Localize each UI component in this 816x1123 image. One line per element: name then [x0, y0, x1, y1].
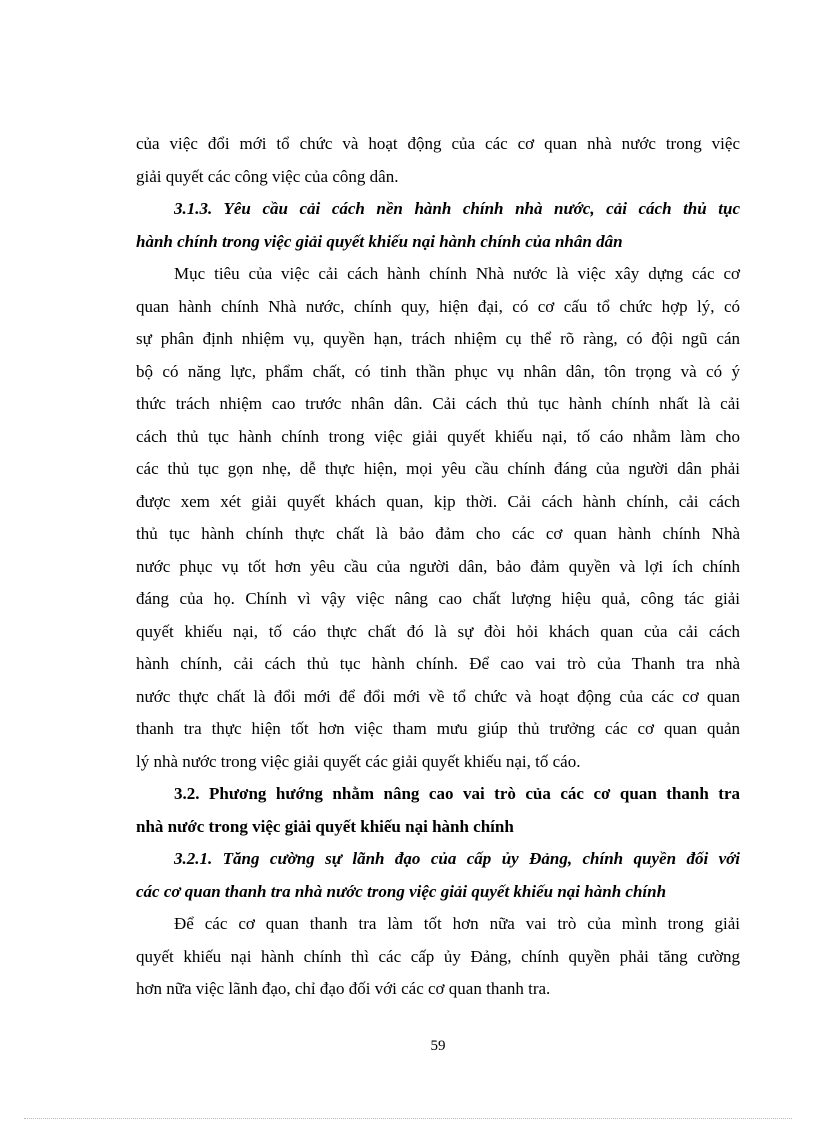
text-line: nước thực chất là đổi mới để đổi mới về tổ chức và hoạt động của các cơ quan	[136, 686, 740, 706]
text-line: giải quyết các công việc của công dân.	[136, 166, 399, 186]
text-line: hơn nữa việc lãnh đạo, chỉ đạo đối với các cơ quan thanh tra.	[136, 979, 551, 998]
section-heading-line: 3.2. Phương hướng nhằm nâng cao vai trò của các cơ quan thanh tra	[174, 784, 740, 803]
text-line: thức trách nhiệm cao trước nhân dân. Cải cách thủ tục hành chính nhất là cải	[136, 394, 740, 413]
text-line: các thủ tục gọn nhẹ, dễ thực hiện, mọi yêu cầu chính đáng của người dân phải	[136, 459, 740, 478]
text-line: nước phục vụ tốt hơn yêu cầu của người dân, bảo đảm quyền và lợi ích chính	[136, 556, 740, 576]
text-line: bộ có năng lực, phẩm chất, có tinh thần phục vụ nhân dân, tôn trọng và có ý	[136, 361, 740, 381]
subsection-heading-line: các cơ quan thanh tra nhà nước trong việc giải quyết khiếu nại hành chính	[136, 881, 667, 901]
text-line: sự phân định nhiệm vụ, quyền hạn, trách nhiệm cụ thể rõ ràng, có đội ngũ cán	[136, 329, 740, 348]
text-line: quyết khiếu nại hành chính thì các cấp ủy Đảng, chính quyền phải tăng cường	[136, 946, 740, 966]
text-line: quyết khiếu nại, tố cáo thực chất đó là sự đòi hỏi khách quan của cải cách	[136, 621, 740, 641]
subsection-heading-line: 3.1.3. Yêu cầu cải cách nền hành chính nhà nước, cải cách thủ tục	[174, 199, 740, 218]
text-line: Mục tiêu của việc cải cách hành chính Nhà nước là việc xây dựng các cơ	[174, 264, 740, 283]
text-line: lý nhà nước trong việc giải quyết các giải quyết khiếu nại, tố cáo.	[136, 751, 581, 771]
text-line: hành chính, cải cách thủ tục hành chính. Để cao vai trò của Thanh tra nhà	[136, 654, 740, 673]
text-line: của việc đổi mới tổ chức và hoạt động của các cơ quan nhà nước trong việc	[136, 134, 740, 153]
text-line: đáng của họ. Chính vì vậy việc nâng cao chất lượng hiệu quả, công tác giải	[136, 589, 740, 608]
subsection-heading-line: 3.2.1. Tăng cường sự lãnh đạo của cấp ủy Đảng, chính quyền đối với	[174, 849, 740, 868]
section-heading-line: nhà nước trong việc giải quyết khiếu nại hành chính	[136, 816, 514, 836]
text-line: thủ tục hành chính thực chất là bảo đảm cho các cơ quan hành chính Nhà	[136, 524, 740, 543]
text-line: cách thủ tục hành chính trong việc giải quyết khiếu nại, tố cáo nhằm làm cho	[136, 426, 740, 446]
text-line: quan hành chính Nhà nước, chính quy, hiện đại, có cơ cấu tổ chức hợp lý, có	[136, 296, 740, 316]
text-line: Để các cơ quan thanh tra làm tốt hơn nữa vai trò của mình trong giải	[174, 914, 740, 933]
text-line: thanh tra thực hiện tốt hơn việc tham mưu giúp thủ trưởng các cơ quan quản	[136, 719, 740, 738]
subsection-heading-line: hành chính trong việc giải quyết khiếu nại hành chính của nhân dân	[136, 231, 623, 251]
page-bottom-rule	[24, 1118, 792, 1119]
text-line: được xem xét giải quyết khách quan, kịp thời. Cải cách hành chính, cải cách	[136, 491, 740, 511]
page-number: 59	[430, 1038, 446, 1054]
